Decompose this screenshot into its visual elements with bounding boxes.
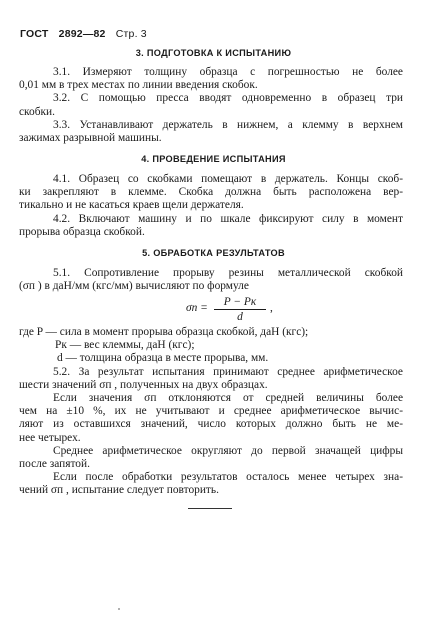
formula-numerator: P − Pк [223,296,257,308]
end-rule [188,508,232,509]
paragraph-line: тикально и не касаться краев щели держателя. [19,199,244,212]
section-3-body [19,66,403,145]
formula-lhs: σп = [186,302,208,314]
paragraph-line: нее четырех. [19,431,81,444]
formula-sigma [186,296,296,322]
paragraph-line: скобки. [19,105,55,118]
paragraph-line: 3.1. Измеряют толщину образца с погрешностью не более [53,66,403,78]
paragraph-line: 0,01 мм в трех местах по линии введения скобок. [19,79,258,92]
paragraph-line: 3.3. Устанавливают держатель в нижнем, а клемму в верхнем [53,118,403,131]
fraction-bar [214,309,266,310]
paragraph-line: чем на ±10 %, их не учитывают и среднее арифметическое вычис- [19,405,403,418]
paragraph-line: ки закрепляют в клемме. Скобка должна быть расположена вер- [19,186,403,199]
header-gost: ГОСТ [20,28,49,40]
paragraph-line: ляют из оставшихся значений, число которых должно быть не ме- [19,418,403,431]
section-5-title: 5. ОБРАБОТКА РЕЗУЛЬТАТОВ [142,248,285,258]
formula-denominator: d [237,311,243,323]
paragraph-line: 5.2. За результат испытания принимают среднее арифметическое [53,365,403,378]
paragraph-line: где P — сила в момент прорыва образца скобкой, даН (кгс); [19,326,309,338]
paragraph-line: Среднее арифметическое округляют до первой значащей цифры [53,444,403,457]
paragraph-line: 5.1. Сопротивление прорыву резины металлической скобкой [53,267,403,279]
formula-fraction [212,296,268,323]
paragraph-line: чений σп , испытание следует повторить. [19,484,219,497]
section-3-title: 3. ПОДГОТОВКА К ИСПЫТАНИЮ [135,48,292,58]
page-header [20,28,154,40]
paragraph-line: 4.2. Включают машину и по шкале фиксируют силу в момент [53,212,403,225]
paragraph-line: зажимах разрывной машины. [19,131,162,144]
paragraph-line: 3.2. С помощью пресса вводят одновременно в образец три [53,92,403,105]
formula-trail: , [270,302,273,314]
section-5-body [19,326,403,497]
header-standard-number: 2892—82 [58,28,106,40]
header-page-number: Стр. 3 [115,28,147,40]
paragraph-line: Если значения σп отклоняются от средней величины более [53,391,403,404]
section-4-title: 4. ПРОВЕДЕНИЕ ИСПЫТАНИЯ [141,154,286,164]
paragraph-line: Если после обработки результатов осталось менее четырех зна- [53,471,403,484]
paragraph-line: прорыва образца скобкой. [19,225,145,238]
paragraph-line: после запятой. [19,457,90,470]
paragraph-line: шести значений σп , полученных на двух образцах. [19,378,268,391]
section-5-intro [19,267,403,293]
paragraph-line: 4.1. Образец со скобками помещают в держатель. Концы скоб- [53,173,403,185]
paragraph-line: d — толщина образца в месте прорыва, мм. [57,352,269,365]
paragraph-line: Pк — вес клеммы, даН (кгс); [55,339,195,352]
scan-speck [118,608,120,610]
paragraph-line: (σп ) в даН/мм (кгс/мм) вычисляют по формуле [19,280,249,293]
section-4-body [19,173,403,239]
